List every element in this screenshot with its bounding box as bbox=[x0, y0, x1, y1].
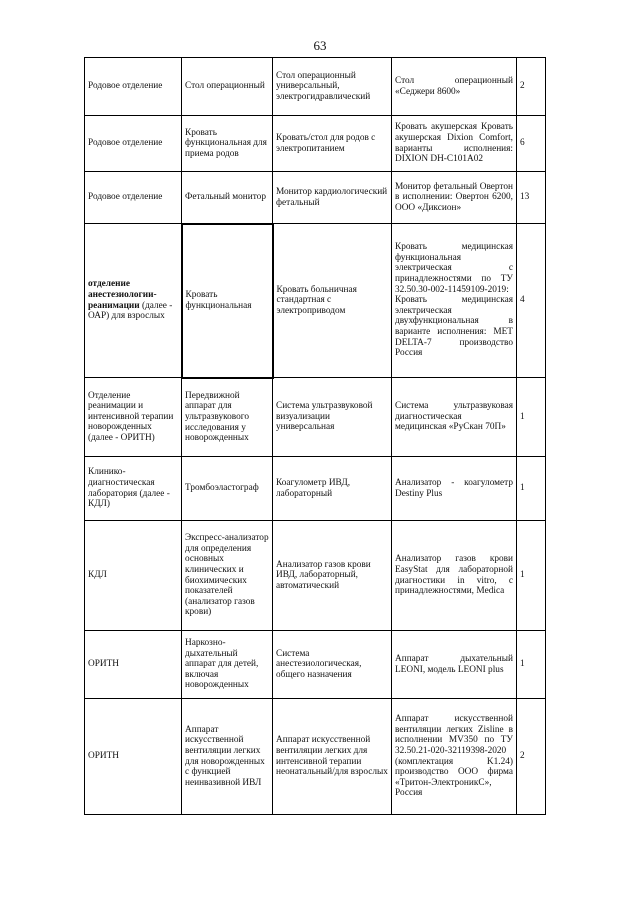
qty-cell: 2 bbox=[517, 58, 546, 116]
qty-cell: 4 bbox=[517, 224, 546, 378]
qty-cell: 1 bbox=[517, 457, 546, 521]
qty-cell: 6 bbox=[517, 116, 546, 172]
table-row bbox=[85, 172, 546, 224]
table-row bbox=[85, 699, 546, 815]
spec-cell: Аппарат искусственной вентиляции легких Zisline в исполнении MV350 по ТУ 32.50.21-020-32119398-2020 (комплектация K1.24) производство ООО фирма «Тритон-ЭлектроникС», Россия bbox=[392, 699, 517, 815]
model-cell: Кровать больничная стандартная с электроприводом bbox=[273, 224, 392, 378]
type-cell: Передвижной аппарат для ультразвукового исследования у новорожденных bbox=[182, 378, 273, 457]
model-cell: Система анестезиологическая, общего назначения bbox=[273, 631, 392, 699]
table-row bbox=[85, 457, 546, 521]
type-cell: Кровать функциональная для приема родов bbox=[182, 116, 273, 172]
spec-cell: Аппарат дыхательный LEONI, модель LEONI plus bbox=[392, 631, 517, 699]
type-cell: Тромбоэластограф bbox=[182, 457, 273, 521]
qty-cell: 1 bbox=[517, 631, 546, 699]
qty-cell: 1 bbox=[517, 378, 546, 457]
type-cell: Фетальный монитор bbox=[182, 172, 273, 224]
table-row bbox=[85, 521, 546, 631]
page-number: 63 bbox=[313, 38, 327, 53]
qty-cell: 13 bbox=[517, 172, 546, 224]
spec-cell: Анализатор - коагулометр Destiny Plus bbox=[392, 457, 517, 521]
type-cell: Наркозно-дыхательный аппарат для детей, включая новорожденных bbox=[182, 631, 273, 699]
table-row bbox=[85, 224, 546, 378]
dept-cell: Родовое отделение bbox=[85, 58, 182, 116]
dept-cell: Родовое отделение bbox=[85, 172, 182, 224]
table-row bbox=[85, 116, 546, 172]
table-row bbox=[85, 378, 546, 457]
spec-cell: Монитор фетальный Овертон в исполнении: Овертон 6200, ООО «Диксион» bbox=[392, 172, 517, 224]
spec-cell: Анализатор газов крови EasyStat для лабораторной диагностики in vitro, с принадлежностями, Medica bbox=[392, 521, 517, 631]
table-row bbox=[85, 631, 546, 699]
model-cell: Система ультразвуковой визуализации универсальная bbox=[273, 378, 392, 457]
qty-cell: 1 bbox=[517, 521, 546, 631]
model-cell: Анализатор газов крови ИВД, лабораторный, автоматический bbox=[273, 521, 392, 631]
spec-cell: Стол операционный «Седжери 8600» bbox=[392, 58, 517, 116]
qty-cell: 2 bbox=[517, 699, 546, 815]
dept-cell: ОРИТН bbox=[85, 699, 182, 815]
type-cell: Экспресс-анализатор для определения основных клинических и биохимических показателей (анализатор газов крови) bbox=[182, 521, 273, 631]
type-cell: Аппарат искусственной вентиляции легких для новорожденных с функцией неинвазивной ИВЛ bbox=[182, 699, 273, 815]
spec-cell: Кровать медицинская функциональная электрическая с принадлежностями по ТУ 32.50.30-002-11459109-2019: Кровать медицинская электрическая двухфункциональная в варианте исполнения: MET DELTA-7 производство Россия bbox=[392, 224, 517, 378]
dept-cell: КДЛ bbox=[85, 521, 182, 631]
type-cell: Стол операционный bbox=[182, 58, 273, 116]
model-cell: Коагулометр ИВД, лабораторный bbox=[273, 457, 392, 521]
type-cell: Кровать функциональная bbox=[182, 224, 273, 378]
model-cell: Аппарат искусственной вентиляции легких для интенсивной терапии неонатальный/для взрослых bbox=[273, 699, 392, 815]
dept-cell: Отделение реанимации и интенсивной терапии новорожденных (далее - ОРИТН) bbox=[85, 378, 182, 457]
dept-rest-text: (далее - ОАР) для взрослых bbox=[88, 300, 173, 322]
model-cell: Кровать/стол для родов с электропитанием bbox=[273, 116, 392, 172]
dept-bold-text: отделение анестезиологии-реанимации bbox=[88, 279, 157, 311]
dept-cell: ОРИТН bbox=[85, 631, 182, 699]
model-cell: Монитор кардиологический фетальный bbox=[273, 172, 392, 224]
spec-cell: Кровать акушерская Кровать акушерская Dixion Comfort, варианты исполнения: DIXION DH-C101A02 bbox=[392, 116, 517, 172]
model-cell: Стол операционный универсальный, электрогидравлический bbox=[273, 58, 392, 116]
equipment-table bbox=[84, 57, 546, 815]
spec-cell: Система ультразвуковая диагностическая медицинская «РуСкан 70П» bbox=[392, 378, 517, 457]
dept-cell: Родовое отделение bbox=[85, 116, 182, 172]
dept-cell: Клинико-диагностическая лаборатория (далее - КДЛ) bbox=[85, 457, 182, 521]
table-row bbox=[85, 58, 546, 116]
dept-cell bbox=[85, 224, 182, 378]
